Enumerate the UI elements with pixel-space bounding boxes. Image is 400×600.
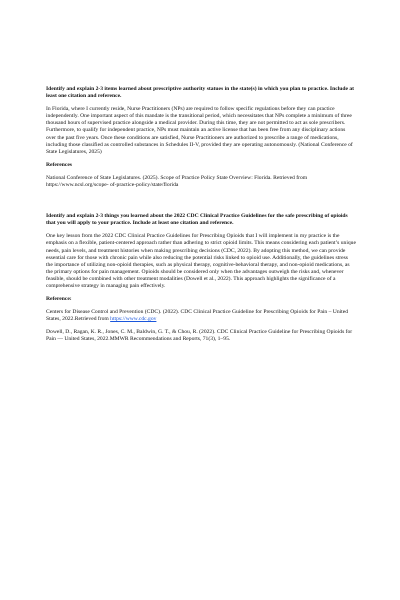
section1-reference: National Conference of State Legislatures. (2025). Scope of Practice Policy State Overview: Florida. Retrieved from https://www.ncsl.org/scope- of-practice-policy/state/florida xyxy=(46,174,308,189)
section-spacer xyxy=(46,195,356,213)
document-body xyxy=(46,86,356,350)
section1-references-title: References xyxy=(46,161,72,168)
section1-heading: Identify and explain 2-3 items learned about prescriptive authority statues in the state(s) in which you plan to practice. Include at least one citation and reference. xyxy=(46,86,355,100)
section2-reference-1 xyxy=(46,309,356,323)
section2-reference-2: Dowell, D., Ragan, K. R., Jones, C. M., Baldwin, G. T., & Chou, R. (2022). CDC Clinical Practice Guideline for Prescribing Opioids for Pain — United States, 2022.MMWR Recommendations and Reports, 71(3), 1–95. xyxy=(46,329,353,343)
section1-paragraph: In Florida, where I currently reside, Nurse Practitioners (NPs) are required to follow specific regulations before they can practice independently. One important aspect of this mandate is the transitional period, which necessitates that NPs complete a minimum of three thousand hours of supervised practice alongside a medical provider. During this time, they are not permitted to act as sole prescribers. Furthermore, to qualify for independent practice, NPs must maintain an active license that has been free from any disciplinary actions over the past five years. Once these conditions are satisfied, Nurse Practitioners are authorized to prescribe a range of medications, including those classified as controlled substances in Schedules II-V, provided they are operating autonomously. (National Conference of State Legislatures, 2025) xyxy=(46,106,353,155)
section2-heading: Identify and explain 2-3 things you learned about the 2022 CDC Clinical Practice Guidelines for the safe prescribing of opioids that you will apply to your practice. Include at least one citation and reference. xyxy=(46,213,348,227)
section2-paragraph: One key lesson from the 2022 CDC Clinical Practice Guidelines for Prescribing Opioids that I will implement in my practice is the emphasis on a flexible, patient-centered approach rather than adhering to strict opioid limits. This means considering each patient’s unique needs, pain levels, and treatment histories when making prescribing decisions (CDC, 2022). By adopting this method, we can provide essential care for those with chronic pain while also reducing the potential risks linked to opioid use. Additionally, the guidelines stress the importance of utilizing non-opioid therapies, such as physical therapy, cognitive-behavioral therapy, and non-opioid medications, as the primary options for pain management. Opioids should be considered only when the advantages outweigh the risks and, whenever feasible, should be combined with other treatment modalities (Dowell et al., 2022). This approach highlights the significance of a comprehensive strategy in managing pain effectively. xyxy=(46,233,356,289)
section2-reference-1-text: Centers for Disease Control and Prevention (CDC). (2022). CDC Clinical Practice Guideline for Prescribing Opioids for Pain – United States, 2022.Retrieved from xyxy=(46,309,349,323)
cdc-link[interactable]: https://www.cdc.gov xyxy=(110,316,157,323)
section2-reference-title: Reference: xyxy=(46,296,72,303)
